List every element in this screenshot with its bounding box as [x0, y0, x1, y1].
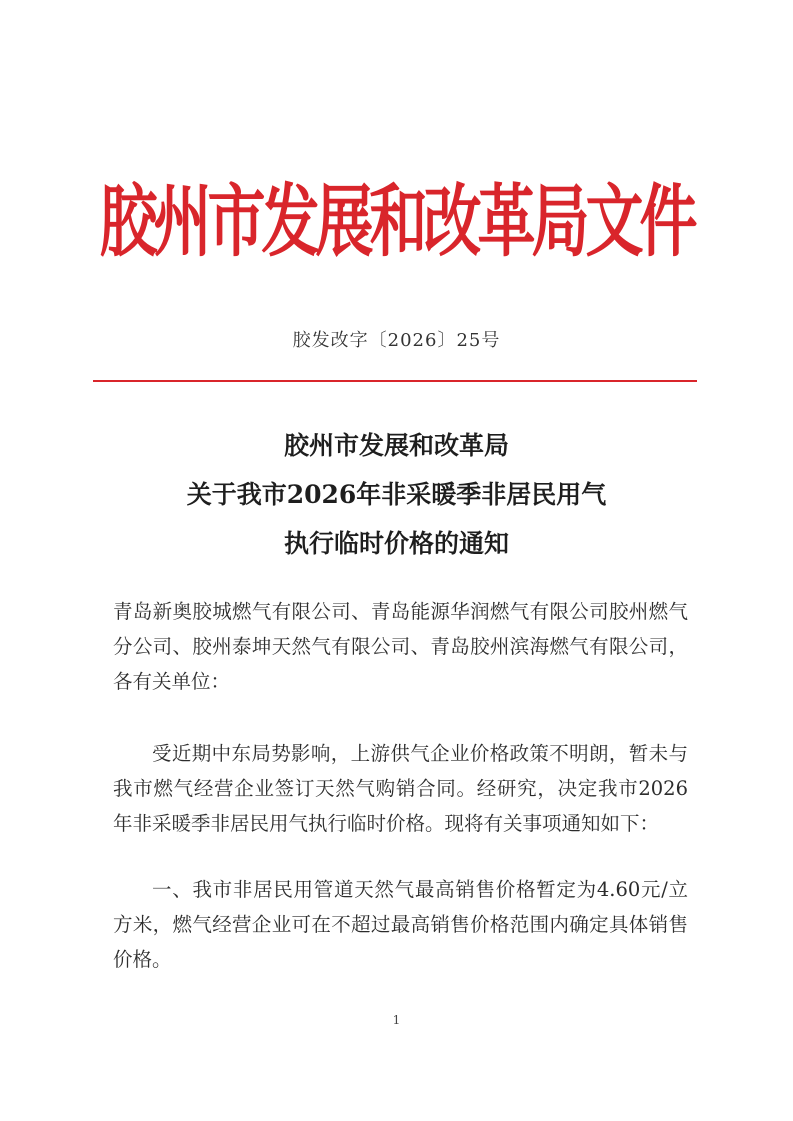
document-number: 胶发改字〔2026〕25号 [292, 330, 501, 351]
page-number: 1 [392, 1013, 401, 1027]
document-masthead: 胶州市发展和改革局文件 [99, 175, 694, 268]
notice-title-line-2: 关于我市2026年非采暖季非居民用气 [186, 480, 607, 509]
notice-title-line-1: 胶州市发展和改革局 [283, 431, 509, 460]
intro-paragraph: 受近期中东局势影响，上游供气企业价格政策不明朗，暂未与我市燃气经营企业签订天然气购销合同。经研究，决定我市2026年非采暖季非居民用气执行临时价格。现将有关事项通知如下： [113, 742, 688, 835]
notice-title-line-3: 执行临时价格的通知 [283, 529, 509, 558]
item-one-paragraph: 一、我市非居民用管道天然气最高销售价格暂定为4.60元/立方米，燃气经营企业可在不超过最高销售价格范围内确定具体销售价格。 [113, 878, 688, 971]
red-separator-line [93, 380, 697, 382]
recipients-paragraph: 青岛新奥胶城燃气有限公司、青岛能源华润燃气有限公司胶州燃气分公司、胶州泰坤天然气有限公司、青岛胶州滨海燃气有限公司，各有关单位： [113, 600, 688, 693]
